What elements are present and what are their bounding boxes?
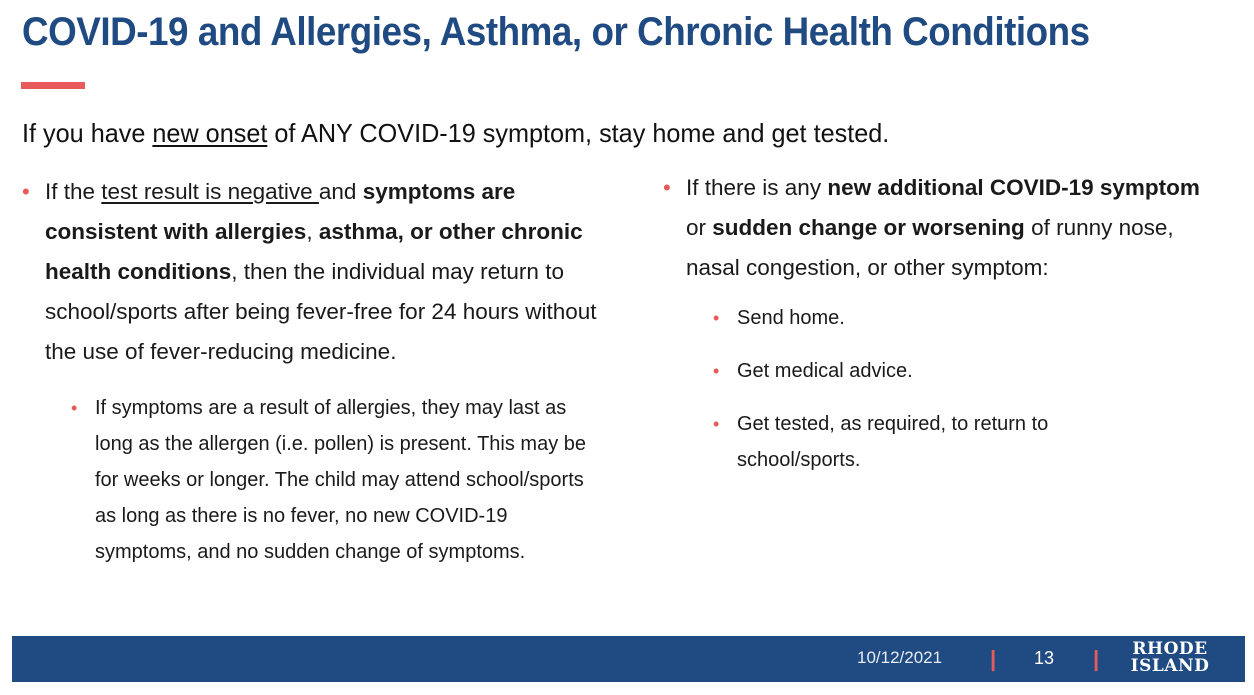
- slide-title: COVID-19 and Allergies, Asthma, or Chronic Health Conditions: [22, 10, 1090, 54]
- left-bullet-bold-2: asthma, or other chronic health conditions: [45, 219, 583, 284]
- page-number: 13: [1034, 648, 1055, 668]
- right-bullet-t5: of runny nose, nasal congestion, or other symptom:: [686, 215, 1174, 280]
- sub-bullet-dot-icon: •: [713, 361, 720, 381]
- right-sub-bullet-text: Get medical advice.: [737, 360, 913, 382]
- left-bullet-t7: , then the individual may return to school/sports after being fever-free for 24 hours without the use of fever-reducing medicine.: [45, 259, 597, 364]
- subtitle-text-underlined: new onset: [152, 118, 268, 148]
- left-bullet-t1: If the: [45, 179, 102, 204]
- subtitle-text-pre: If you have: [22, 118, 153, 148]
- left-bullet-t3: and: [318, 179, 363, 204]
- footer-date: 10/12/2021: [857, 648, 943, 667]
- bullet-dot-icon: •: [663, 175, 671, 200]
- left-bullet-bold-1: symptoms are consistent with allergies: [45, 179, 516, 244]
- right-sub-bullet-2: [713, 353, 1157, 389]
- right-bullet-t3: or: [686, 215, 713, 240]
- sub-bullet-dot-icon: •: [713, 414, 720, 434]
- subtitle-text-post: of ANY COVID-19 symptom, stay home and get tested.: [267, 118, 890, 148]
- logo-line-2: ISLAND: [1130, 656, 1210, 676]
- right-sub-bullet-1: [713, 300, 1157, 336]
- rhode-island-logo: [1128, 641, 1212, 675]
- right-column: [663, 168, 1223, 478]
- slide-subtitle: [22, 118, 889, 149]
- right-bullet-t1: If there is any: [686, 175, 828, 200]
- right-bullet-bold-2: sudden change or worsening: [712, 215, 1025, 240]
- left-sub-bullet-text: If symptoms are a result of allergies, they may last as long as the allergen (i.e. pollen) is present. This may be for weeks or longer. The child may attend school/sports as long as there is no fever, no new COVID-19 symptoms, and no sudden change of symptoms.: [95, 397, 587, 563]
- footer-separator: |: [990, 646, 997, 671]
- right-bullet-bold-1: new additional COVID-19 symptom: [827, 175, 1200, 200]
- sub-bullet-dot-icon: •: [713, 308, 720, 328]
- title-accent-bar: [21, 82, 85, 89]
- footer-separator: |: [1093, 646, 1100, 671]
- footer-bar: [12, 636, 1245, 682]
- right-sub-bullet-text: Send home.: [737, 307, 845, 329]
- left-column: [22, 172, 602, 570]
- left-bullet: [22, 172, 602, 372]
- right-sub-bullet-text: Get tested, as required, to return to school/sports.: [737, 413, 1049, 471]
- left-bullet-underlined: test result is negative: [101, 179, 319, 204]
- left-bullet-t5: ,: [306, 219, 319, 244]
- left-sub-bullet: [71, 390, 595, 570]
- bullet-dot-icon: •: [22, 179, 30, 204]
- right-bullet: [663, 168, 1223, 288]
- logo-line-1: RHODE: [1132, 639, 1208, 659]
- right-sub-bullet-3: [713, 406, 1137, 478]
- sub-bullet-dot-icon: •: [71, 398, 78, 418]
